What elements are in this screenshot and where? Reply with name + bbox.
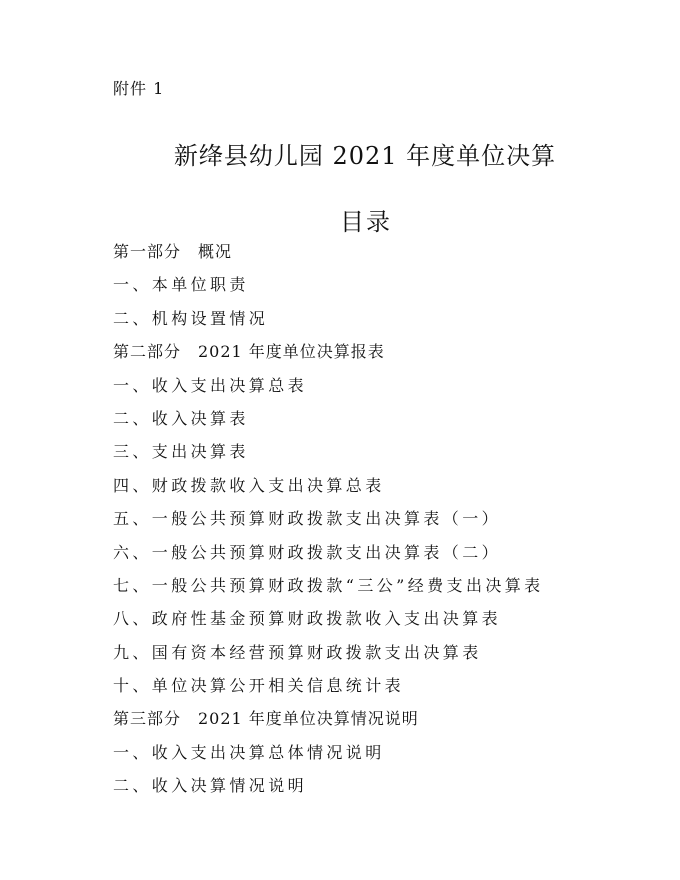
toc-item: 二、收入决算表: [113, 408, 249, 428]
toc-item: 十、单位决算公开相关信息统计表: [113, 676, 405, 696]
toc-heading: 目录: [340, 208, 392, 236]
toc-item: 六、一般公共预算财政拨款支出决算表（二）: [113, 542, 502, 562]
toc-item: 四、财政拨款收入支出决算总表: [113, 475, 385, 495]
toc-part-2: 第二部分 2021 年度单位决算报表: [113, 342, 385, 362]
table-of-contents: [113, 240, 633, 808]
toc-item: 七、一般公共预算财政拨款“三公”经费支出决算表: [113, 575, 544, 595]
attachment-label: 附件 1: [113, 79, 165, 98]
toc-item: 一、收入支出决算总体情况说明: [113, 742, 385, 762]
toc-part-1: 第一部分 概况: [113, 242, 233, 261]
toc-item: 八、政府性基金预算财政拨款收入支出决算表: [113, 609, 502, 629]
toc-item: 三、支出决算表: [113, 442, 249, 462]
toc-item: 九、国有资本经营预算财政拨款支出决算表: [113, 642, 482, 662]
toc-item: 一、本单位职责: [113, 275, 249, 295]
toc-item: 五、一般公共预算财政拨款支出决算表（一）: [113, 509, 502, 529]
toc-item: 二、收入决算情况说明: [113, 776, 308, 796]
document-title: 新绛县幼儿园 2021 年度单位决算: [173, 142, 557, 170]
toc-part-3: 第三部分 2021 年度单位决算情况说明: [113, 709, 419, 729]
toc-item: 二、机构设置情况: [113, 308, 269, 328]
toc-item: 一、收入支出决算总表: [113, 375, 308, 395]
